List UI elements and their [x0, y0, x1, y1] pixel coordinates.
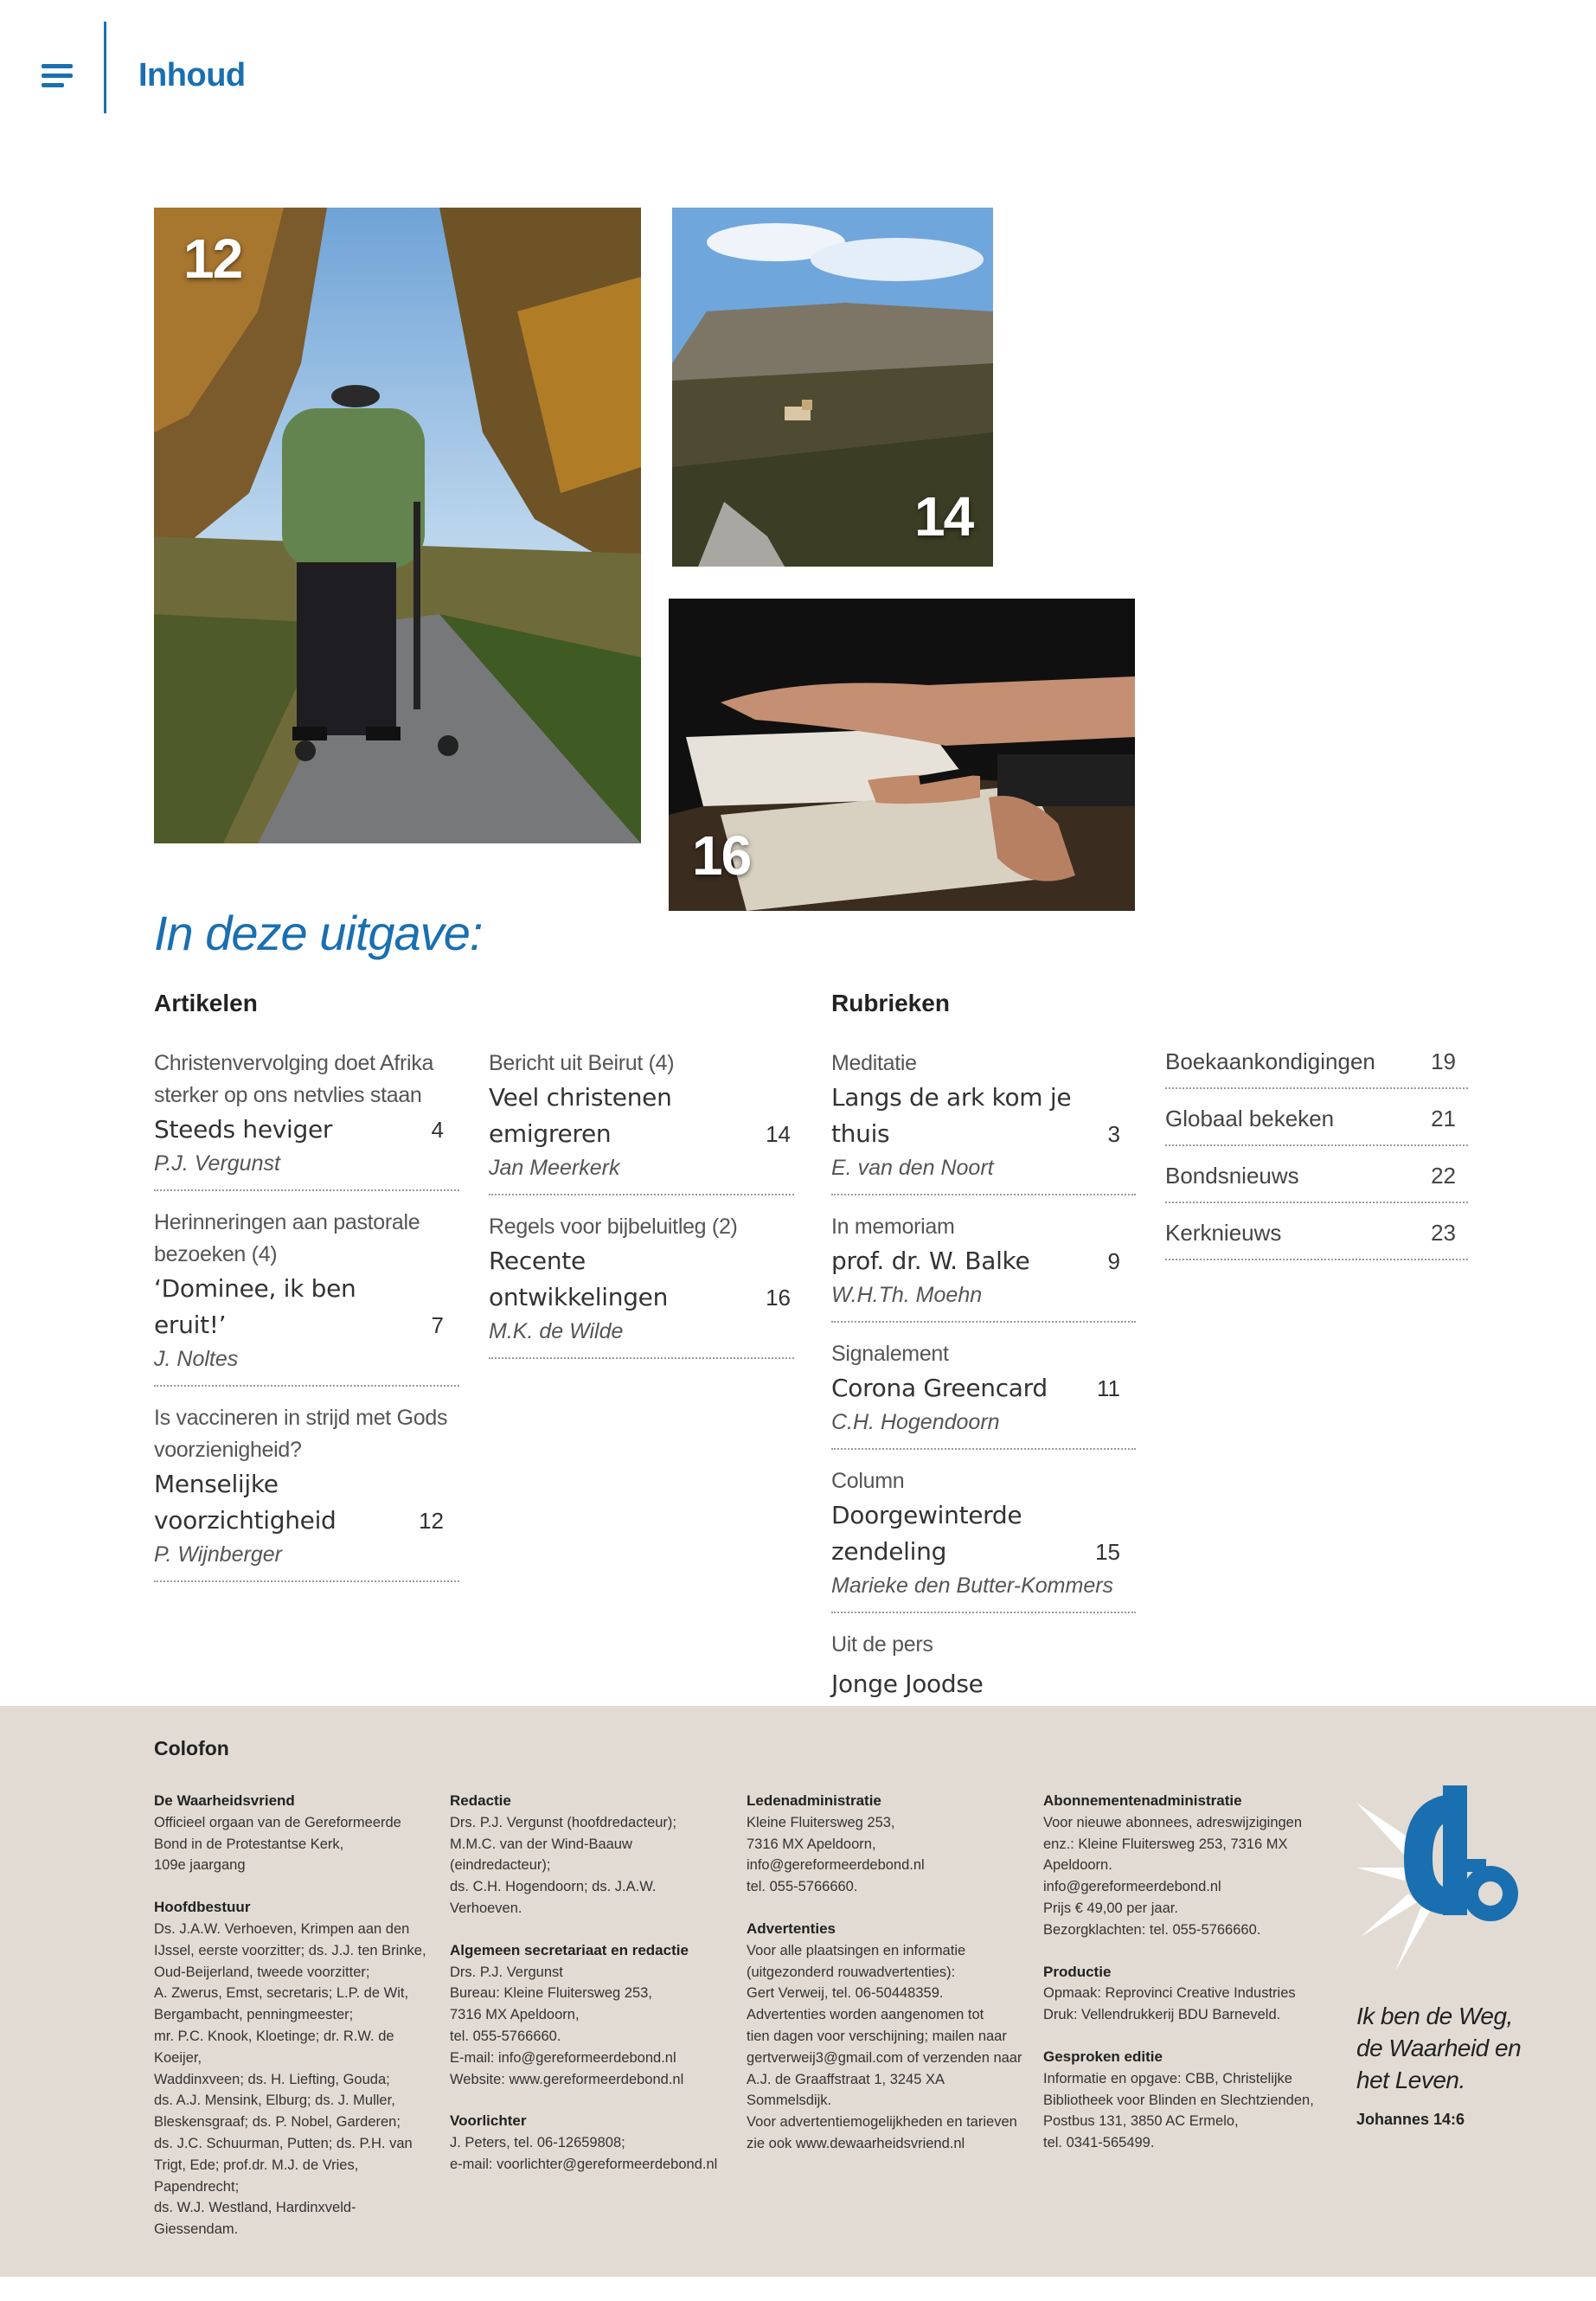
- colofon-block-heading: Hoofdbestuur: [154, 1899, 251, 1916]
- motto-reference: Johannes 14:6: [1356, 2111, 1465, 2128]
- toc-title: Steeds heviger: [154, 1115, 333, 1144]
- toc-entry[interactable]: [831, 1042, 1136, 1195]
- colofon-block-text: Officieel orgaan van de Gereformeerde Bond in de Protestantse Kerk, 109e jaargang: [154, 1814, 401, 1874]
- colofon-block: [1043, 1962, 1320, 2026]
- toc-entry[interactable]: [831, 1206, 1136, 1323]
- colofon-block-text: Ds. J.A.W. Verhoeven, Krimpen aan den IJssel, eerste voorzitter; ds. J.J. ten Brinke, Oud-Beijerland, tweede voorzitter; A. Zwerus, Emst, secretaris; L.P. de Wit, Bergambacht, penningmeester; mr. P.C. Knook, Kloetinge; dr. R.W. de Koeijer, Waddinxveen; ds. H. Liefting, Gouda; ds. A.J. Mensink, Elburg; ds. J. Muller, Bleskensgraaf; ds. P. Nobel, Garderen; ds. J.C. Schuurman, Putten; ds. P.H. van Trigt, Ede; prof.dr. M.J. de Vries, Papendrecht; ds. W.J. Westland, Hardinxveld-Giessendam.: [154, 1920, 426, 2238]
- toc-page-number: 3: [1107, 1121, 1120, 1147]
- colofon-block-heading: Algemeen secretariaat en redactie: [450, 1941, 689, 1958]
- rubriek-item[interactable]: [1165, 1042, 1468, 1089]
- colofon-block-text: Opmaak: Reprovinci Creative Industries Druk: Vellendrukkerij BDU Barneveld.: [1043, 1985, 1296, 2023]
- section-heading: In deze uitgave:: [154, 906, 483, 960]
- photo-page-number: 14: [914, 485, 973, 548]
- toc-entry[interactable]: [831, 1460, 1136, 1613]
- toc-kicker: Meditatie: [831, 1051, 917, 1075]
- toc-entry[interactable]: [489, 1206, 794, 1359]
- rubriek-item[interactable]: [1165, 1157, 1468, 1203]
- toc-kicker: Column: [831, 1469, 905, 1493]
- rubrieken-column-1: [831, 1042, 1136, 1792]
- toc-page-number: 14: [766, 1121, 791, 1147]
- toc-kicker: Herinneringen aan pastorale bezoeken (4): [154, 1210, 420, 1266]
- toc-title: Langs de ark kom je thuis: [831, 1083, 1072, 1148]
- colofon-title: Colofon: [154, 1737, 229, 1759]
- toc-kicker: In memoriam: [831, 1215, 955, 1239]
- toc-kicker: Signalement: [831, 1342, 949, 1366]
- colofon-block: [1043, 1791, 1320, 1941]
- toc-page-number: 4: [431, 1117, 444, 1143]
- toc-author: Jan Meerkerk: [489, 1156, 620, 1180]
- menu-bar: [42, 74, 73, 78]
- colofon-block: [450, 1940, 727, 2091]
- artikelen-column-1: [154, 1042, 459, 1593]
- toc-entry[interactable]: [154, 1042, 459, 1191]
- toc-title: Jonge Joodse: [831, 1670, 984, 1698]
- colofon-block-text: Drs. P.J. Vergunst (hoofdredacteur); M.M.C. van der Wind-Baauw (eindredacteur); ds. C.H. Hogendoorn; ds. J.A.W. Verhoeven.: [450, 1814, 676, 1916]
- toc-entry[interactable]: [154, 1397, 459, 1582]
- toc-kicker: Regels voor bijbeluitleg (2): [489, 1215, 738, 1239]
- toc-page-number: 15: [1095, 1539, 1120, 1565]
- photo-lebanon-mountains[interactable]: [672, 208, 993, 567]
- colofon-block-heading: Ledenadministratie: [747, 1792, 881, 1809]
- rubrieken-column-2: [1165, 1042, 1468, 1271]
- rubriek-item[interactable]: [1165, 1214, 1468, 1260]
- colofon-column-3: [747, 1791, 1023, 2176]
- rubriek-page-number: 23: [1431, 1220, 1456, 1246]
- toc-kicker: Uit de pers: [831, 1632, 933, 1657]
- page-title: Inhoud: [138, 57, 246, 93]
- colofon-block-heading: Redactie: [450, 1792, 511, 1809]
- toc-page-number: 11: [1097, 1375, 1120, 1401]
- gereformeerde-bond-logo: [1356, 1785, 1525, 1976]
- toc-author: E. van den Noort: [831, 1156, 994, 1180]
- colofon-block-text: Voor alle plaatsingen en informatie (uitgezonderd rouwadvertenties): Gert Verweij, tel. 06-50448359. Advertenties worden aangenomen tot tien dagen voor verschijning; mailen naar gertverweij3@gmail.com of verzenden naar A.J. de Graaffstraat 1, 3245 XA Sommelsdijk. Voor advertentiemogelijkheden en tarieven zie ook www.dewaarheidsvriend.nl: [747, 1942, 1022, 2151]
- motto: Ik ben de Weg, de Waarheid en het Leven.: [1356, 2003, 1522, 2093]
- colofon-block-heading: De Waarheidsvriend: [154, 1792, 295, 1809]
- toc-author: M.K. de Wilde: [489, 1319, 624, 1343]
- menu-bar: [42, 83, 64, 87]
- photo-bible-reading[interactable]: [669, 599, 1135, 911]
- toc-entry[interactable]: [489, 1042, 794, 1195]
- rubriek-page-number: 21: [1431, 1106, 1456, 1131]
- photo-page-number: 12: [183, 228, 242, 290]
- rubriek-label: Globaal bekeken: [1165, 1106, 1335, 1131]
- colofon-block-text: Informatie en opgave: CBB, Christelijke Bibliotheek voor Blinden en Slechtzienden, Postbus 131, 3850 AC Ermelo, tel. 0341-565499.: [1043, 2070, 1314, 2151]
- colofon-block-heading: Abonnementenadministratie: [1043, 1792, 1242, 1809]
- toc-entry[interactable]: [154, 1202, 459, 1387]
- artikelen-heading: Artikelen: [154, 990, 258, 1016]
- colofon-block-heading: Gesproken editie: [1043, 2048, 1163, 2065]
- rubrieken-heading: Rubrieken: [831, 990, 950, 1016]
- photo-elderly-man-walking[interactable]: [154, 208, 641, 843]
- toc-page-number: 7: [431, 1312, 444, 1338]
- toc-author: C.H. Hogendoorn: [831, 1410, 1000, 1434]
- toc-author: P.J. Vergunst: [154, 1151, 280, 1176]
- toc-page-number: 9: [1107, 1248, 1120, 1274]
- colofon-block-heading: Voorlichter: [450, 2112, 527, 2130]
- colofon-block: [154, 1897, 431, 2240]
- toc-kicker: Christenvervolging doet Afrika sterker op ons netvlies staan: [154, 1051, 434, 1107]
- toc-kicker: Is vaccineren in strijd met Gods voorzienigheid?: [154, 1406, 448, 1462]
- toc-title: Veel christenen emigreren: [489, 1083, 672, 1148]
- colofon-block-text: Kleine Fluitersweg 253, 7316 MX Apeldoorn, info@gereformeerdebond.nl tel. 055-5766660.: [747, 1814, 925, 1895]
- colofon-column-1: [154, 1791, 431, 2261]
- colofon-block-text: Voor nieuwe abonnees, adreswijzigingen enz.: Kleine Fluitersweg 253, 7316 MX Apeldoorn. info@gereformeerdebond.nl Prijs € 49,00 per jaar. Bezorgklachten: tel. 055-5766660.: [1043, 1814, 1303, 1938]
- toc-title: Doorgewinterde zendeling: [831, 1501, 1022, 1566]
- colofon-block: [154, 1791, 431, 1876]
- rubriek-label: Bondsnieuws: [1165, 1163, 1299, 1189]
- colofon-column-2: [450, 1791, 727, 2196]
- toc-page-number: 16: [766, 1285, 791, 1311]
- toc-title: prof. dr. W. Balke: [831, 1247, 1030, 1275]
- toc-title: Corona Greencard: [831, 1374, 1048, 1402]
- toc-title: ‘Dominee, ik ben eruit!’: [154, 1274, 356, 1339]
- toc-author: J. Noltes: [154, 1347, 239, 1371]
- rubriek-label: Boekaankondigingen: [1165, 1048, 1375, 1074]
- colofon-block: [450, 2111, 727, 2175]
- colofon-block: [450, 1791, 727, 1920]
- rubriek-page-number: 19: [1431, 1048, 1456, 1074]
- toc-title: Menselijke voorzichtigheid: [154, 1470, 337, 1535]
- rubriek-label: Kerknieuws: [1165, 1220, 1282, 1246]
- colofon-block: [747, 1791, 1023, 1898]
- artikelen-column-2: [489, 1042, 794, 1369]
- menu-icon[interactable]: [42, 64, 73, 88]
- menu-bar: [42, 64, 73, 68]
- colofon-block-text: J. Peters, tel. 06-12659808; e-mail: voorlichter@gereformeerdebond.nl: [450, 2135, 718, 2172]
- toc-entry[interactable]: [831, 1333, 1136, 1450]
- toc-title: Recente ontwikkelingen: [489, 1247, 669, 1311]
- colofon-block-text: Drs. P.J. Vergunst Bureau: Kleine Fluitersweg 253, 7316 MX Apeldoorn, tel. 055-5766660. E-mail: info@gereformeerdebond.nl Website: www.gereformeerdebond.nl: [450, 1964, 684, 2087]
- toc-page-number: 12: [419, 1508, 444, 1534]
- colofon-column-4: [1043, 1791, 1320, 2175]
- toc-author: W.H.Th. Moehn: [831, 1283, 983, 1307]
- toc-kicker: Bericht uit Beirut (4): [489, 1051, 675, 1075]
- colofon-block-heading: Productie: [1043, 1963, 1112, 1980]
- colofon-panel: [0, 1706, 1596, 2277]
- colofon-block: [1043, 2047, 1320, 2154]
- rubriek-item[interactable]: [1165, 1099, 1468, 1146]
- colofon-block: [747, 1919, 1023, 2155]
- toc-author: Marieke den Butter-Kommers: [831, 1574, 1114, 1598]
- rubriek-page-number: 22: [1431, 1163, 1456, 1189]
- header-divider: [104, 22, 106, 113]
- toc-author: P. Wijnberger: [154, 1542, 282, 1567]
- photo-page-number: 16: [692, 824, 751, 887]
- colofon-block-heading: Advertenties: [747, 1920, 836, 1937]
